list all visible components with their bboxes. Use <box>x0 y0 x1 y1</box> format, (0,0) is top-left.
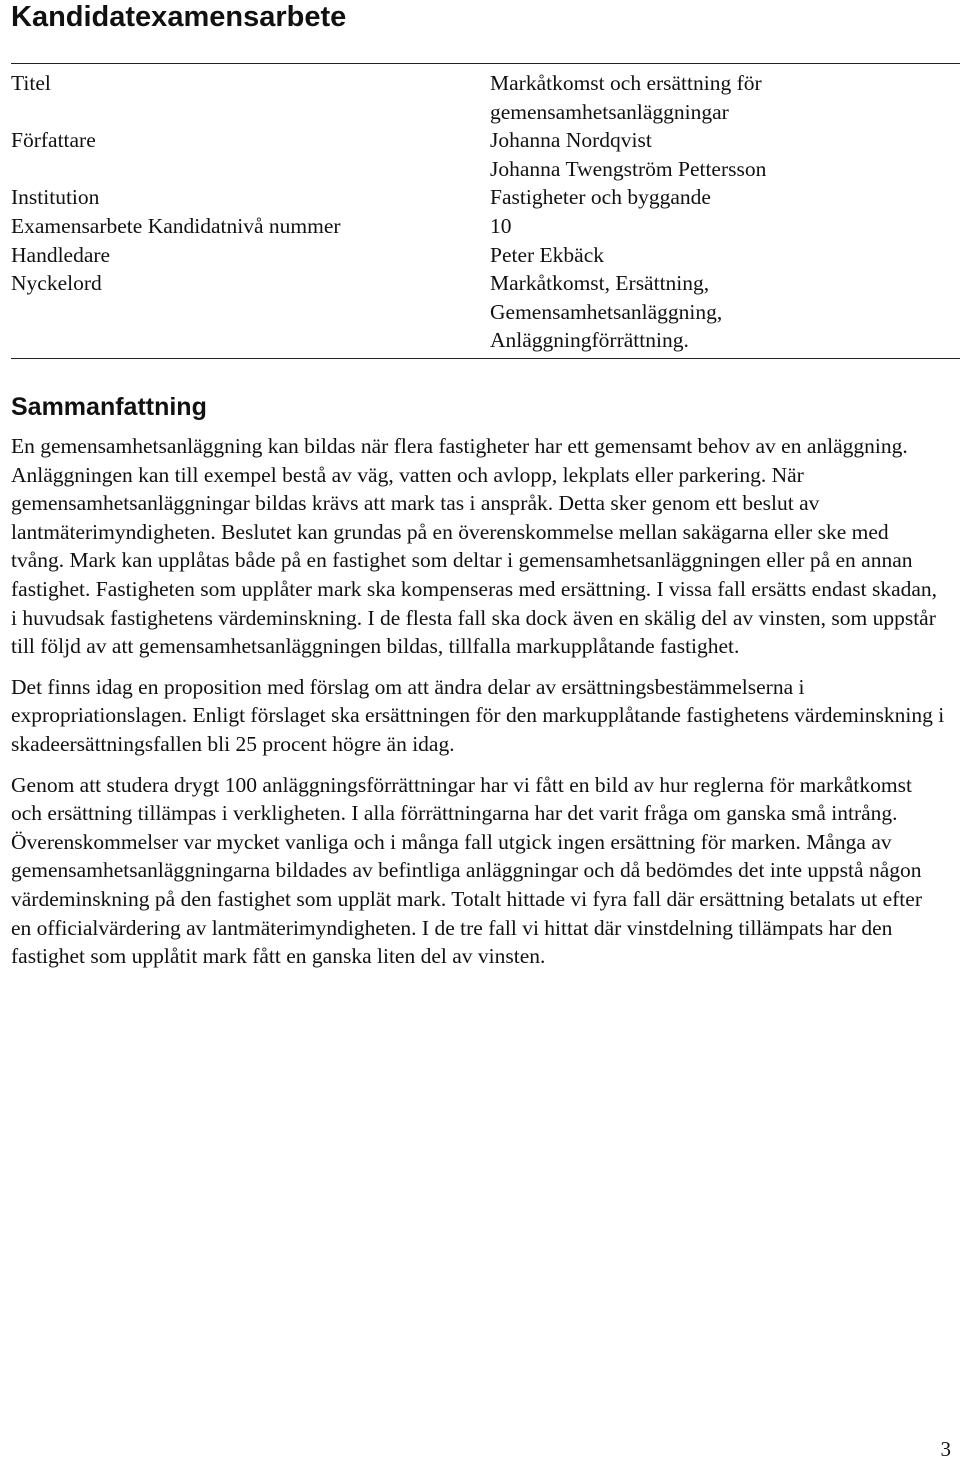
metadata-row-keywords <box>11 269 960 355</box>
metadata-row-supervisor <box>11 241 960 270</box>
summary-paragraph: Genom att studera drygt 100 anläggningsförrättningar har vi fått en bild av hur reglerna för markåtkomst och ersättning tillämpas i verkligheten. I alla förrättningarna har det varit fråga om ganska små intrång. Överenskommelser var mycket vanliga och i många fall utgick ingen ersättning för marken. Många av gemensamhetsanläggningarna bildades av befintliga anläggningar och då bedömdes det inte uppstå någon värdeminskning på den fastighet som upplät mark. Totalt hittade vi fyra fall där ersättning betalats ut efter en officialvärdering av lantmäterimyndigheten. I de tre fall vi hittat där vinstdelning tillämpats har den fastighet som upplåtit mark fått en ganska liten del av vinsten. <box>11 772 922 969</box>
metadata-value-line: Fastigheter och byggande <box>490 185 711 210</box>
metadata-value-line: gemensamhetsanläggningar <box>490 99 729 124</box>
metadata-value <box>490 269 960 355</box>
metadata-value <box>490 126 960 183</box>
metadata-value-line: Gemensamhetsanläggning, <box>490 299 723 324</box>
metadata-label: Institution <box>11 185 100 210</box>
metadata-row-authors <box>11 126 960 183</box>
summary-body <box>11 432 946 983</box>
document-title: Kandidatexamensarbete <box>11 1 347 33</box>
metadata-table <box>11 63 960 359</box>
metadata-value-line: Anläggningförrättning. <box>490 328 689 353</box>
metadata-value <box>490 69 960 126</box>
metadata-row-institution <box>11 183 960 212</box>
metadata-label: Handledare <box>11 242 111 267</box>
summary-paragraph: En gemensamhetsanläggning kan bildas när flera fastigheter har ett gemensamt behov av en anläggning. Anläggningen kan till exempel bestå av väg, vatten och avlopp, lekplats eller parkering. När gemensamhetsanläggningar bildas krävs att mark tas i anspråk. Detta sker genom ett beslut av lantmäterimyndigheten. Beslutet kan grundas på en överenskommelse mellan sakägarna eller ske med tvång. Mark kan upplåtas både på en fastighet som deltar i gemensamhetsanläggningen eller på en annan fastighet. Fastigheten som upplåter mark ska kompenseras med ersättning. I vissa fall ersätts endast skadan, i huvudsak fastighetens värdeminskning. I de flesta fall ska dock även en skälig del av vinsten, som uppstår till följd av att gemensamhetsanläggningen bildas, tillfalla markupplåtande fastighet. <box>11 434 938 659</box>
metadata-label: Titel <box>11 71 51 95</box>
metadata-value <box>490 241 960 270</box>
metadata-value <box>490 212 960 241</box>
metadata-value-line: Johanna Twengström Pettersson <box>490 156 767 181</box>
page-number: 3 <box>940 1437 951 1461</box>
metadata-row-thesis-number <box>11 212 960 241</box>
metadata-label: Författare <box>11 128 96 153</box>
summary-heading: Sammanfattning <box>11 393 207 421</box>
summary-paragraph: Det finns idag en proposition med förslag om att ändra delar av ersättningsbestämmelserna i expropriationslagen. Enligt förslaget ska ersättningen för den markupplåtande fastighetens värdeminskning i skadeersättningsfallen bli 25 procent högre än idag. <box>11 674 945 756</box>
metadata-value-line: Markåtkomst och ersättning för <box>490 71 762 95</box>
metadata-row-title <box>11 69 960 126</box>
metadata-label: Nyckelord <box>11 271 102 296</box>
metadata-value <box>490 183 960 212</box>
metadata-label: Examensarbete Kandidatnivå nummer <box>11 213 341 238</box>
metadata-value-line: Peter Ekbäck <box>490 242 605 267</box>
metadata-value-line: Johanna Nordqvist <box>490 128 652 153</box>
metadata-value-line: 10 <box>490 213 512 238</box>
metadata-value-line: Markåtkomst, Ersättning, <box>490 271 710 296</box>
